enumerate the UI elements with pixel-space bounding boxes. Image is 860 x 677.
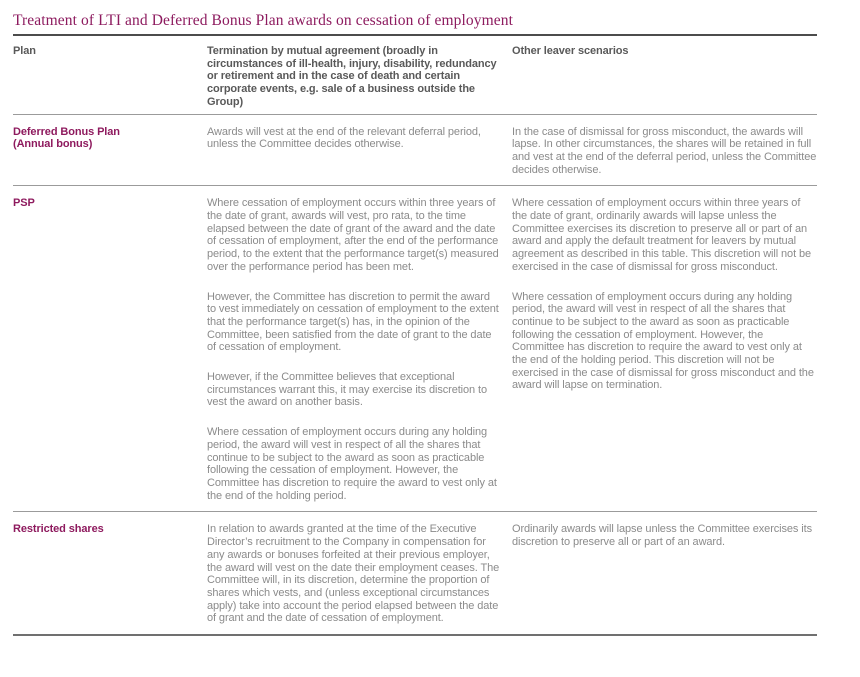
report-page	[13, 0, 817, 636]
cell-paragraph: However, the Committee has discretion to permit the award to vest immediately on cessation of employment to the extent that the performance target(s) has, in the opinion of the Committee, been satisfied from the date of grant to the date of cessation of employment.	[207, 290, 499, 354]
page-title: Treatment of LTI and Deferred Bonus Plan awards on cessation of employment	[13, 12, 513, 29]
cell-mutual-agreement	[207, 126, 512, 151]
plan-label-line: Restricted shares	[13, 523, 104, 536]
column-header-plan: Plan	[13, 45, 36, 57]
cell-paragraph: Awards will vest at the end of the relevant deferral period, unless the Committee decides otherwise.	[207, 125, 481, 151]
plan-label	[13, 126, 207, 151]
plan-label-line: Deferred Bonus Plan	[13, 125, 120, 138]
table-row-deferred-bonus-plan	[13, 115, 817, 187]
cell-paragraph: Where cessation of employment occurs during any holding period, the award will vest in respect of all the shares that continue to be subject to the award as soon as practicable following the cessation of employment. However, the Committee has discretion to require the award to vest only at the end of the holding period.	[207, 426, 497, 502]
cell-mutual-agreement	[207, 523, 512, 625]
table-row-restricted-shares	[13, 512, 817, 636]
cell-paragraph: Where cessation of employment occurs within three years of the date of grant, awards will vest, pro rata, to the time elapsed between the date of grant of the award and the date of cessation of employment, after the end of the performance period, to the extent that the performance target(s) measured over the performance period has been met.	[207, 197, 499, 273]
cell-paragraph: Ordinarily awards will lapse unless the Committee exercises its discretion to preserve all or part of an award.	[512, 523, 812, 549]
plan-label-line: PSP	[13, 197, 35, 210]
cell-other-leaver	[512, 197, 817, 392]
column-header-mutual-agreement: Termination by mutual agreement (broadly in circumstances of ill-health, injury, disability, redundancy or retirement and in the case of death and certain corporate events, e.g. sale of a business outside the Group)	[207, 45, 497, 108]
cell-paragraph: Where cessation of employment occurs within three years of the date of grant, ordinarily awards will lapse unless the Committee exercises its discretion to preserve all or part of an award and apply the default treatment for leavers by mutual agreement as described in this table. This discretion will not be exercised in the case of dismissal for gross misconduct.	[512, 197, 812, 273]
plan-label	[13, 523, 207, 536]
column-header-other-leaver: Other leaver scenarios	[512, 45, 629, 57]
cell-paragraph: However, if the Committee believes that exceptional circumstances warrant this, it may exercise its discretion to vest the award on another basis.	[207, 371, 487, 409]
cell-other-leaver	[512, 126, 817, 177]
cell-other-leaver	[512, 523, 817, 548]
cell-mutual-agreement	[207, 197, 512, 502]
cell-paragraph: In the case of dismissal for gross misconduct, the awards will lapse. In other circumstances, the shares will be retained in full and vest at the end of the deferral period, unless the Committee decides otherwise.	[512, 125, 817, 176]
cell-paragraph: Where cessation of employment occurs during any holding period, the award will vest in respect of all the shares that continue to be subject to the award as soon as practicable following the cessation of employment. However, the Committee has discretion to require the award to vest only at the end of the holding period. This discretion will not be exercised in the case of dismissal for gross misconduct and the award will lapse on termination.	[512, 290, 814, 392]
plan-label-line: (Annual bonus)	[13, 138, 93, 151]
cell-paragraph: In relation to awards granted at the time of the Executive Director’s recruitment to the Company in compensation for any awards or bonuses forfeited at their previous employer, the award will vest on the date their employment ceases. The Committee will, in its discretion, determine the proportion of shares which vests, and (unless exceptional circumstances apply) take into account the period elapsed between the date of grant and the date of cessation of employment.	[207, 523, 500, 625]
table-row-psp	[13, 186, 817, 512]
lti-treatment-table	[13, 36, 817, 636]
table-header-row	[13, 36, 817, 115]
plan-label	[13, 197, 207, 210]
